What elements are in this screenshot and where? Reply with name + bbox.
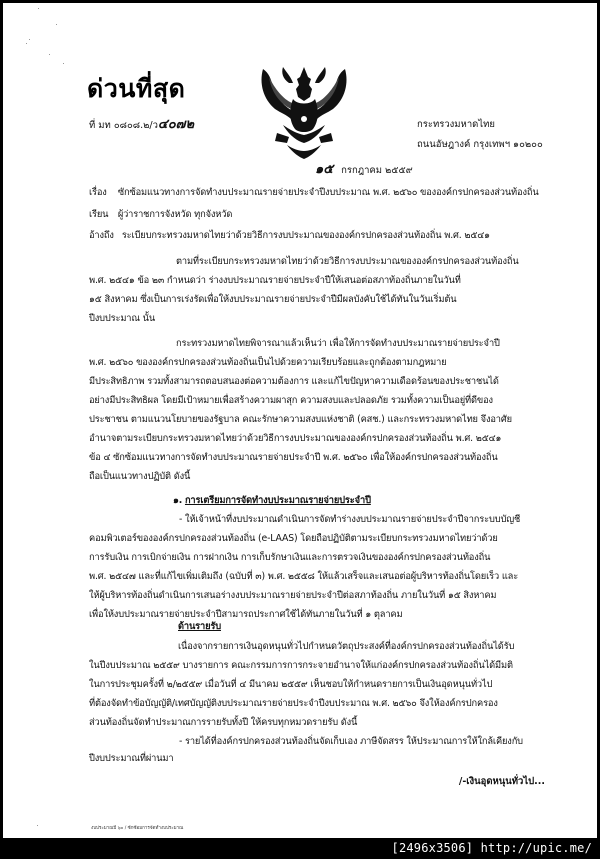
watermark-bar (0, 838, 600, 859)
body-line: มีประสิทธิภาพ รวมทั้งสามารถตอบสนองต่อความต้องการ และแก้ไขปัญหาความเดือดร้อนของประชาชนได้ (89, 376, 499, 387)
body-line: พ.ศ. ๒๕๖๐ ขององค์กรปกครองส่วนท้องถิ่นเป็นไปด้วยความเรียบร้อยและถูกต้องตามกฎหมาย (89, 357, 447, 368)
document-number-handwritten: ๔๐๗๒ (157, 117, 195, 132)
section-line: พ.ศ. ๒๕๔๗ และที่แก้ไขเพิ่มเติมถึง (ฉบับที่ ๓) พ.ศ. ๒๕๕๘ ให้แล้วเสร็จและเสนอต่อผู้บริหารท้องถิ่นโดยเร็ว และ (89, 571, 519, 582)
scan-speck (29, 39, 30, 40)
date-month-year: กรกฎาคม ๒๕๕๙ (341, 165, 413, 176)
body-line: กระทรวงมหาดไทยพิจารณาแล้วเห็นว่า เพื่อให้การจัดทำงบประมาณรายจ่ายประจำปี (176, 338, 500, 349)
recipient-label: เรียน (89, 209, 109, 220)
revenue-line: ในการประชุมครั้งที่ ๒/๒๕๕๙ เมื่อวันที่ ๔ มีนาคม ๒๕๕๙ เห็นชอบให้กำหนดรายการเป็นเงินอุดหนุนทั่วไป (89, 679, 493, 690)
document-number (89, 113, 194, 134)
section-heading (173, 493, 371, 508)
scan-speck (63, 63, 64, 64)
body-line: อำนาจตามระเบียบกระทรวงมหาดไทยว่าด้วยวิธีการงบประมาณขององค์กรปกครองส่วนท้องถิ่น พ.ศ. ๒๕๔๑ (89, 433, 502, 444)
continuation-marker: /-เงินอุดหนุนทั่วไป... (458, 776, 545, 787)
garuda-emblem-icon (259, 63, 349, 161)
subject-text: ซักซ้อมแนวทางการจัดทำงบประมาณรายจ่ายประจำปีงบประมาณ พ.ศ. ๒๕๖๐ ขององค์กรปกครองส่วนท้องถิ่น (117, 187, 539, 198)
recipient-text: ผู้ว่าราชการจังหวัด ทุกจังหวัด (117, 209, 233, 220)
revenue-line: ในปีงบประมาณ ๒๕๕๙ บางรายการ คณะกรรมการการกระจายอำนาจให้แก่องค์กรปกครองส่วนท้องถิ่นได้มีมติ (89, 660, 513, 671)
scan-speck (56, 24, 57, 25)
recipient-line (89, 207, 232, 222)
watermark-text: [2496x3506] http://upic.me/ (391, 841, 592, 855)
reference-line (89, 228, 490, 243)
body-line: อย่างมีประสิทธิผล โดยมีเป้าหมายเพื่อสร้างความผาสุก ความสงบและปลอดภัย รวมทั้งความเป็นอยู่ที่ดีของ (89, 395, 493, 406)
body-line: ประชาชน ตามแนวนโยบายของรัฐบาล คณะรักษาความสงบแห่งชาติ (คสช.) และกระทรวงมหาดไทย จึงอาศัย (89, 414, 512, 425)
body-line: พ.ศ. ๒๕๔๑ ข้อ ๒๓ กำหนดว่า ร่างงบประมาณรายจ่ายประจำปีให้เสนอต่อสภาท้องถิ่นภายในวันที่ (89, 275, 461, 286)
section-line: เพื่อให้งบประมาณรายจ่ายประจำปีสามารถประกาศใช้ได้ทันภายในวันที่ ๑ ตุลาคม (89, 609, 403, 620)
section-title: การเตรียมการจัดทำงบประมาณรายจ่ายประจำปี (184, 495, 371, 506)
date-day-handwritten: ๑๕ (315, 162, 334, 177)
revenue-line: เนื่องจากรายการเงินอุดหนุนทั่วไปกำหนดวัตถุประสงค์ที่องค์กรปกครองส่วนท้องถิ่นได้รับ (178, 641, 515, 652)
revenue-line: ส่วนท้องถิ่นจัดทำประมาณการรายรับทั้งปี ให้ครบทุกหมวดรายรับ ดังนี้ (89, 717, 358, 728)
body-line: ถือเป็นแนวทางปฏิบัติ ดังนี้ (89, 471, 191, 482)
body-line: ตามที่ระเบียบกระทรวงมหาดไทยว่าด้วยวิธีการงบประมาณขององค์กรปกครองส่วนท้องถิ่น (176, 256, 519, 267)
body-line: ปีงบประมาณ นั้น (89, 313, 156, 324)
reference-text: ระเบียบกระทรวงมหาดไทยว่าด้วยวิธีการงบประมาณขององค์กรปกครองส่วนท้องถิ่น พ.ศ. ๒๕๔๑ (121, 230, 490, 241)
section-line: คอมพิวเตอร์ขององค์กรปกครองส่วนท้องถิ่น (e-LAAS) โดยถือปฏิบัติตามระเบียบกระทรวงมหาดไทยว่าด้วย (89, 533, 498, 544)
subsection-heading: ด้านรายรับ (178, 621, 221, 632)
scan-speck (49, 54, 50, 55)
issuer-address: ถนนอัษฎางค์ กรุงเทพฯ ๑๐๒๐๐ (417, 139, 543, 150)
footer-note: งบประมาณปี ๖๐ / ซักซ้อมการจัดทำงบประมาณ (91, 826, 184, 831)
reference-label: อ้างถึง (89, 230, 114, 241)
revenue-line: - รายได้ที่องค์กรปกครองส่วนท้องถิ่นจัดเก็บเอง ภาษีจัดสรร ให้ประมาณการให้ใกล้เคียงกับ (179, 736, 523, 747)
urgency-stamp: ด่วนที่สุด (87, 74, 186, 103)
section-line: - ให้เจ้าหน้าที่งบประมาณดำเนินการจัดทำร่างงบประมาณรายจ่ายประจำปีจากระบบบัญชี (179, 514, 521, 525)
subject-line (89, 185, 539, 200)
scan-speck (37, 825, 38, 826)
revenue-line: ที่ต้องจัดทำข้อบัญญัติ/เทศบัญญัติงบประมาณรายจ่ายประจำปีงบประมาณ พ.ศ. ๒๕๖๐ จึงให้องค์กรปกครอง (89, 698, 498, 709)
section-line: ให้ผู้บริหารท้องถิ่นดำเนินการเสนอร่างงบประมาณรายจ่ายประจำปีต่อสภาท้องถิ่น ภายในวันที่ ๑๕ สิงหาคม (89, 590, 497, 601)
document-number-prefix: ที่ มท ๐๘๐๘.๒/ว (89, 120, 158, 131)
subject-label: เรื่อง (89, 187, 107, 198)
section-number: ๑. (173, 495, 183, 506)
scan-speck (38, 8, 39, 9)
section-line: การรับเงิน การเบิกจ่ายเงิน การฝากเงิน การเก็บรักษาเงินและการตรวจเงินขององค์กรปกครองส่วนท้องถิ่น (89, 552, 491, 563)
body-line: ๑๕ สิงหาคม ซึ่งเป็นการเร่งรัดเพื่อให้งบประมาณรายจ่ายประจำปีมีผลบังคับใช้ได้ทันในวันเริ่มต้น (89, 294, 457, 305)
issuer-name: กระทรวงมหาดไทย (417, 119, 495, 130)
body-line: ข้อ ๔ ซักซ้อมแนวทางการจัดทำงบประมาณรายจ่ายประจำปี พ.ศ. ๒๕๖๐ เพื่อให้องค์กรปกครองส่วนท้องถิ่น (89, 452, 498, 463)
document-date (315, 158, 413, 179)
revenue-line: ปีงบประมาณที่ผ่านมา (89, 753, 174, 764)
document-page (3, 3, 597, 838)
scan-speck (26, 43, 27, 44)
